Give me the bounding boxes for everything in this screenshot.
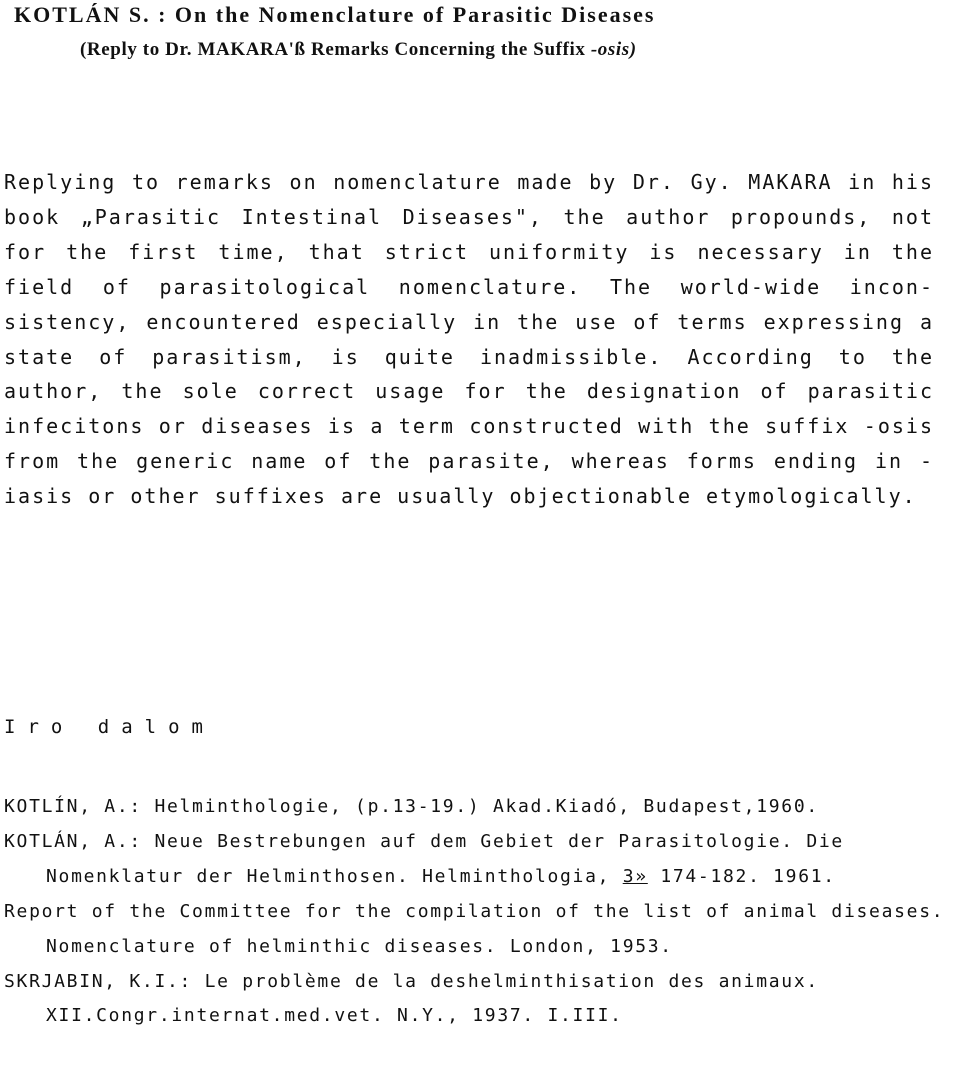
reference-item: SKRJABIN, K.I.: Le problème de la deshelminthisation des animaux. XII.Congr.internat.med.vet. N.Y., 1937. I.III. [4,970,819,1027]
reference-text: KOTLÁN, A.: Neue Bestrebungen auf dem Gebiet der Parasitologie. Die Nomenklatur der Helminthosen. Helminthologia, [4,830,844,887]
reference-item [4,825,949,895]
page-subtitle [80,39,637,61]
page-title: KOTLÁN S. : On the Nomenclature of Parasitic Diseases [14,2,656,27]
reference-item: KOTLÍN, A.: Helminthologie, (p.13-19.) Akad.Kiadó, Budapest,1960. [4,796,819,817]
reference-text: 174-182. 1961. [647,865,836,887]
bibliography-heading: Iro dalom [4,716,215,738]
subtitle-main: (Reply to Dr. MAKARA'ß Remarks Concerning the Suffix [80,39,586,60]
abstract-paragraph: Replying to remarks on nomenclature made by Dr. Gy. MAKARA in his book „Parasitic Intestinal Diseases", the author propounds, not for the first time, that strict uniformity is necessary in the field of parasitological nomenclature. The world-wide incon- sistency, encountered especially in the use of terms expressing a state of parasitism, is quite inadmissible. According to the author, the sole correct usage for the designation of parasitic infecitons or diseases is a term constructed with the suffix -osis from the generic name of the parasite, whereas forms ending in -iasis or other suffixes are usually objectionable etymologically. [4,170,934,509]
reference-item: Report of the Committee for the compilation of the list of animal diseases. Nomenclature of helminthic diseases. London, 1953. [4,900,945,957]
reference-volume: 3» [622,865,648,887]
reference-list [4,790,949,1034]
subtitle-suffix: -osis) [590,39,637,60]
